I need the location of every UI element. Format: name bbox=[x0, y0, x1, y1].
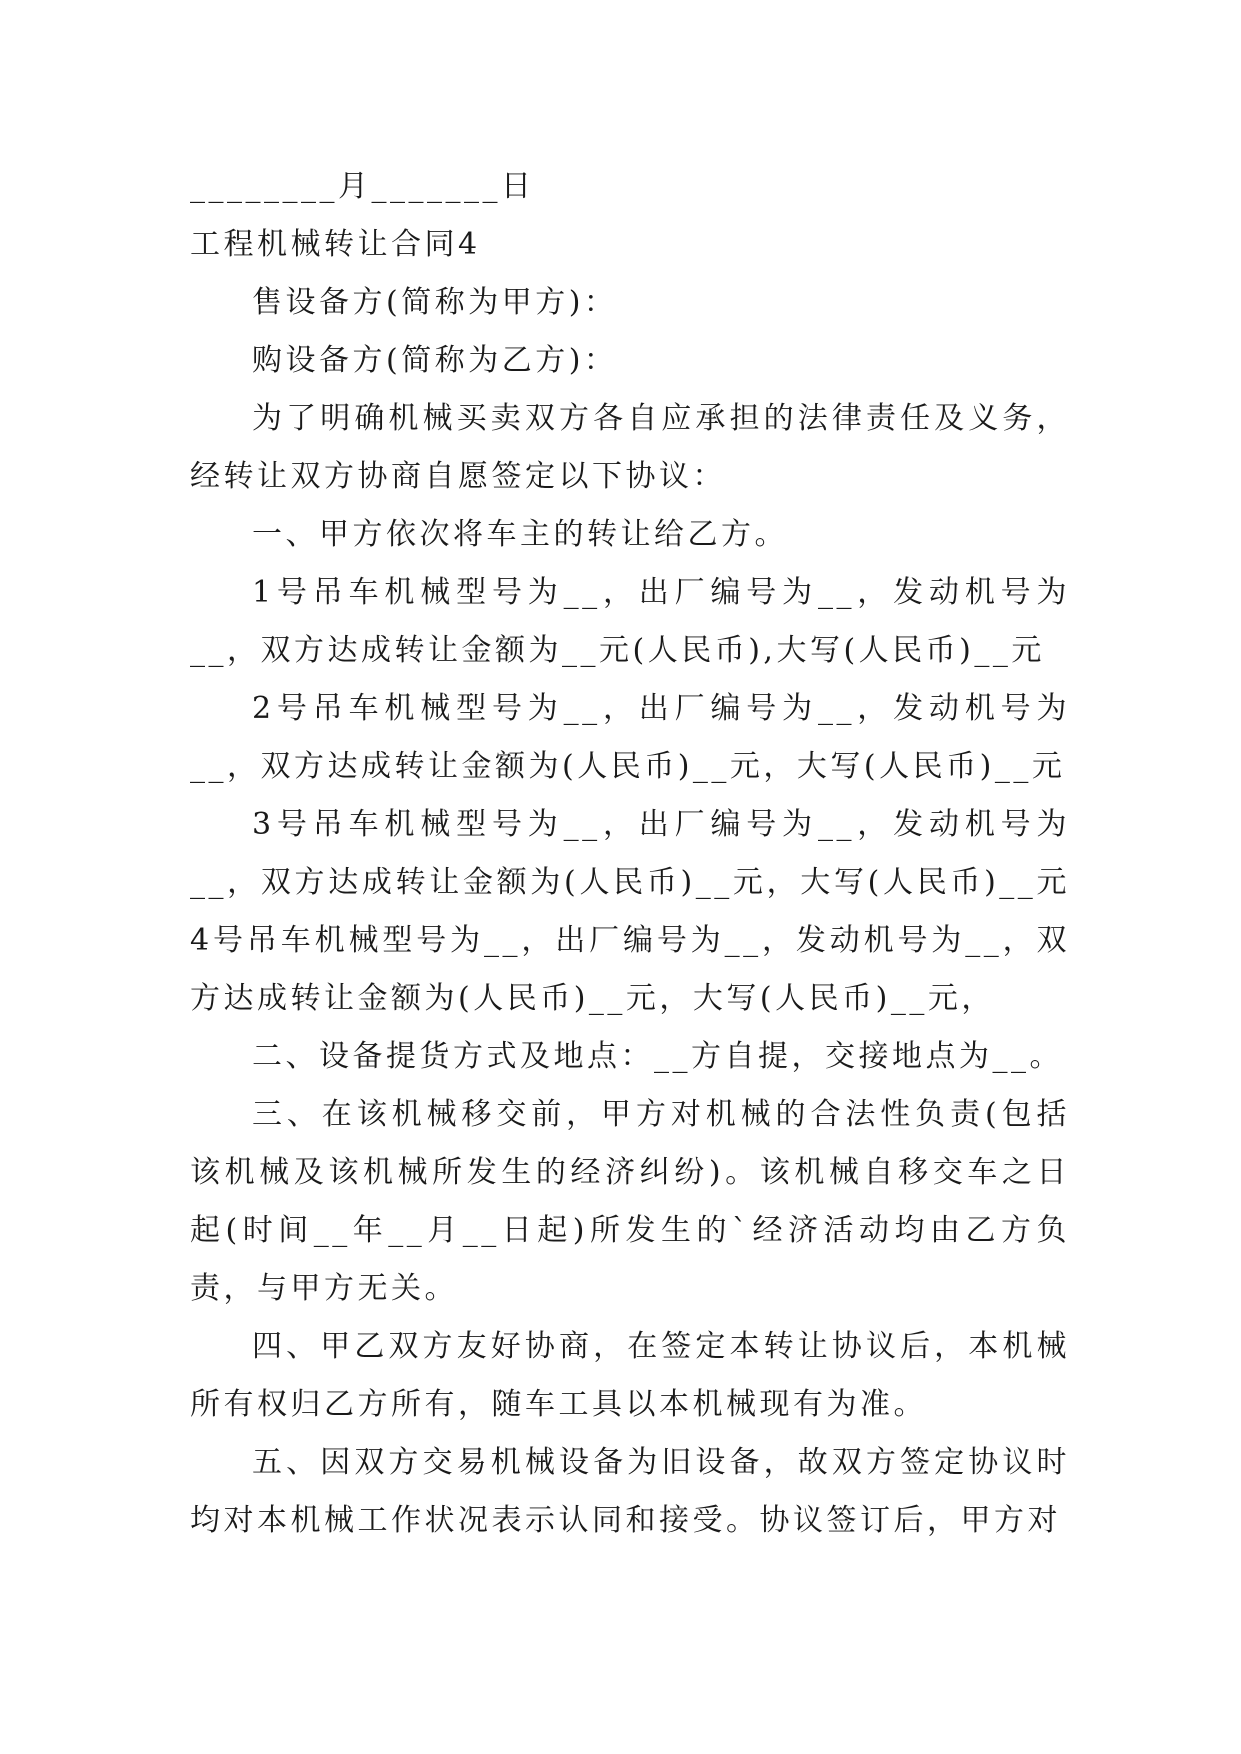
clause-1: 一、甲方依次将车主的转让给乙方。 bbox=[252, 517, 788, 552]
crane-3-paragraph: 3号吊车机械型号为__，出厂编号为__，发动机号为__，双方达成转让金额为(人民币)__元，大写(人民币)__元4号吊车机械型号为__，出厂编号为__，发动机号为__，双方达成转让金额为(人民币)__元，大写(人民币)__元， bbox=[190, 807, 1070, 1016]
contract-title: 工程机械转让合同4 bbox=[190, 227, 481, 262]
document-body bbox=[190, 158, 1070, 1550]
date-line: ________月_______日 bbox=[190, 169, 535, 204]
intro-paragraph: 为了明确机械买卖双方各自应承担的法律责任及义务，经转让双方协商自愿签定以下协议： bbox=[190, 401, 1070, 494]
seller-party: 售设备方(简称为甲方)： bbox=[252, 285, 618, 320]
crane-2-paragraph: 2号吊车机械型号为__，出厂编号为__，发动机号为__，双方达成转让金额为(人民币)__元，大写(人民币)__元 bbox=[190, 691, 1070, 784]
clause-3: 三、在该机械移交前，甲方对机械的合法性负责(包括该机械及该机械所发生的经济纠纷)。该机械自移交车之日起(时间__年__月__日起)所发生的`经济活动均由乙方负责，与甲方无关。 bbox=[190, 1097, 1070, 1306]
clause-4: 四、甲乙双方友好协商，在签定本转让协议后，本机械所有权归乙方所有，随车工具以本机械现有为准。 bbox=[190, 1329, 1070, 1422]
clause-2: 二、设备提货方式及地点：__方自提，交接地点为__。 bbox=[252, 1039, 1063, 1074]
buyer-party: 购设备方(简称为乙方)： bbox=[252, 343, 618, 378]
clause-5: 五、因双方交易机械设备为旧设备，故双方签定协议时均对本机械工作状况表示认同和接受。协议签订后，甲方对 bbox=[190, 1445, 1070, 1538]
crane-1-paragraph: 1号吊车机械型号为__，出厂编号为__，发动机号为__，双方达成转让金额为__元(人民币),大写(人民币)__元 bbox=[190, 575, 1070, 668]
